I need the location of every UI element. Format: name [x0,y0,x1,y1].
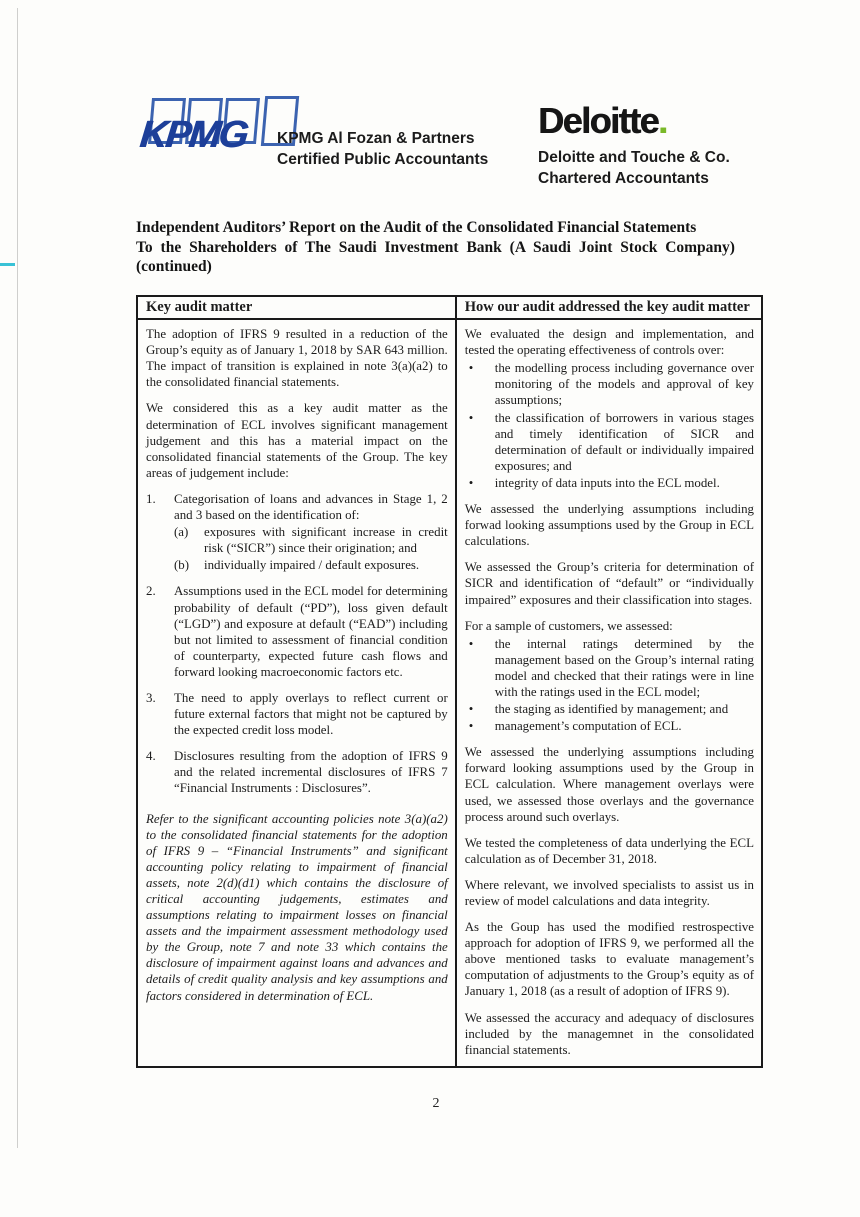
deloitte-green-dot-icon: . [658,100,667,141]
bullet-icon: • [468,636,474,651]
deloitte-logo-wordmark: Deloitte. [538,100,667,141]
table-header-audit-response: How our audit addressed the key audit matter [456,296,762,319]
response-paragraph: As the Goup has used the modified restrospective approach for adoption of IFRS 9, we performed all the above mentioned tasks to evaluate management’s computation of adjustments to the Group’s equity as of January 1, 2018 (as a result of adoption of IFRS 9). [464,920,754,999]
response-paragraph: For a sample of customers, we assessed: [464,618,673,633]
audit-response-cell [456,319,762,1067]
table-header-key-audit-matter: Key audit matter [137,296,456,319]
kam-reference-note: Refer to the significant accounting policies note 3(a)(a2) to the consolidated financial statements for the adoption of IFRS 9 – “Financial Instruments” and significant accounting policy relating to impairment of financial assets, note 2(d)(d1) which contains the disclosure of critical accounting judgements, estimates and assumptions relating to impairment losses on financial assets and the impairment assessment methodology used by the Group, note 7 and note 33 which contains the disclosure of impairment against loans and advances and details of credit quality analysis and key assumptions and factors considered in determination of ECL. [146,811,448,1003]
kpmg-logo [137,98,270,162]
scan-artifact-cyan-dash [0,263,15,266]
response-bullet: • the modelling process including governance over monitoring of the models and approval of key assumptions; [468,361,754,408]
response-paragraph: Where relevant, we involved specialists to assist us in review of model calculations and data integrity. [464,877,754,908]
scan-artifact-vertical-line [17,8,18,1148]
report-title-line2: To the Shareholders of The Saudi Investment Bank (A Saudi Joint Stock Company) [136,238,735,256]
bullet-icon: • [468,410,474,425]
report-title-line3: (continued) [136,258,212,275]
response-paragraph: We assessed the accuracy and adequacy of disclosures included by the managemnet in the consolidated financial statements. [464,1010,754,1057]
response-bullet-list [465,636,754,735]
key-audit-matter-table [136,295,763,1068]
response-bullet: • the internal ratings determined by the management based on the Group’s internal rating model and checked that their ratings were in line with the ratings used in the ECL model; [468,636,754,699]
response-bullet: • integrity of data inputs into the ECL model. [468,475,720,490]
kpmg-firm-title: KPMG Al Fozan & Partners [277,130,475,147]
bullet-icon: • [468,702,474,717]
response-bullet: • the classification of borrowers in various stages and timely identification of SICR and determination of default or individually impaired exposures; and [468,410,754,473]
kpmg-firm-name [277,128,488,170]
kam-subitem-a: (a) exposures with significant increase in credit risk (“SICR”) since their origination; and [174,525,448,556]
deloitte-firm-title: Deloitte and Touche & Co. [538,149,730,166]
kpmg-firm-subtitle: Certified Public Accountants [277,151,489,168]
deloitte-firm-subtitle: Chartered Accountants [538,170,709,187]
kam-numbered-item-3: 3. The need to apply overlays to reflect current or future external factors that might not be captured by the expected credit loss model. [146,690,448,738]
response-bullet: • management’s computation of ECL. [468,719,682,734]
kpmg-logo-wordmark: KPMG [137,114,249,156]
response-bullet-list [465,360,754,491]
kam-paragraph: The adoption of IFRS 9 resulted in a reduction of the Group’s equity as of January 1, 2018 by SAR 643 million. The impact of transition is explained in note 3(a)(a2) to the consolidated financial statements. [146,327,448,390]
report-title-line1: Independent Auditors’ Report on the Audit of the Consolidated Financial Statements [136,219,697,236]
response-paragraph: We assessed the underlying assumptions including forward looking assumptions used by the Group in ECL calculation. Where management overlays were used, we assessed those overlays and the governance process around such overlays. [464,745,754,824]
response-bullet: • the staging as identified by management; and [468,702,729,717]
bullet-icon: • [468,475,474,490]
response-paragraph: We tested the completeness of data underlying the ECL calculation as of December 31, 2018. [464,835,754,866]
kam-paragraph: We considered this as a key audit matter as the determination of ECL involves significant management judgement and this has a material impact on the consolidated financial statements of the Group. The key areas of judgement include: [146,401,448,480]
bullet-icon: • [468,719,474,734]
deloitte-firm-name [538,147,730,189]
key-audit-matter-cell [137,319,456,1067]
kam-numbered-item-2: 2. Assumptions used in the ECL model for determining probability of default (“PD”), loss given default (“LGD”) and exposure at default (“EAD”) including but not limited to assessment of financial condition of counterparty, expected future cash flows and forward looking macroeconomic factors etc. [146,584,448,679]
kam-numbered-item-4: 4. Disclosures resulting from the adoption of IFRS 9 and the related incremental disclosures of IFRS 7 “Financial Instruments : Disclosures”. [146,749,448,796]
response-paragraph: We assessed the Group’s criteria for determination of SICR and identification of “default” or “individually impaired” exposures and their classification into stages. [464,560,754,607]
kam-numbered-item-1: 1. Categorisation of loans and advances in Stage 1, 2 and 3 based on the identification of: (a) exposures with significant increase in credit risk (“SICR”) since their origination; and (b) individually impaired / default exposures. [146,491,448,573]
response-paragraph: We evaluated the design and implementation, and tested the operating effectiveness of controls over: [464,327,754,358]
kam-subitem-b: (b) individually impaired / default exposures. [174,558,420,573]
bullet-icon: • [468,361,474,376]
response-paragraph: We assessed the underlying assumptions including forwad looking assumptions used by the Group in ECL calculations. [464,502,754,549]
report-title [136,218,768,277]
page-number: 2 [432,1096,440,1111]
deloitte-logo [538,100,730,189]
